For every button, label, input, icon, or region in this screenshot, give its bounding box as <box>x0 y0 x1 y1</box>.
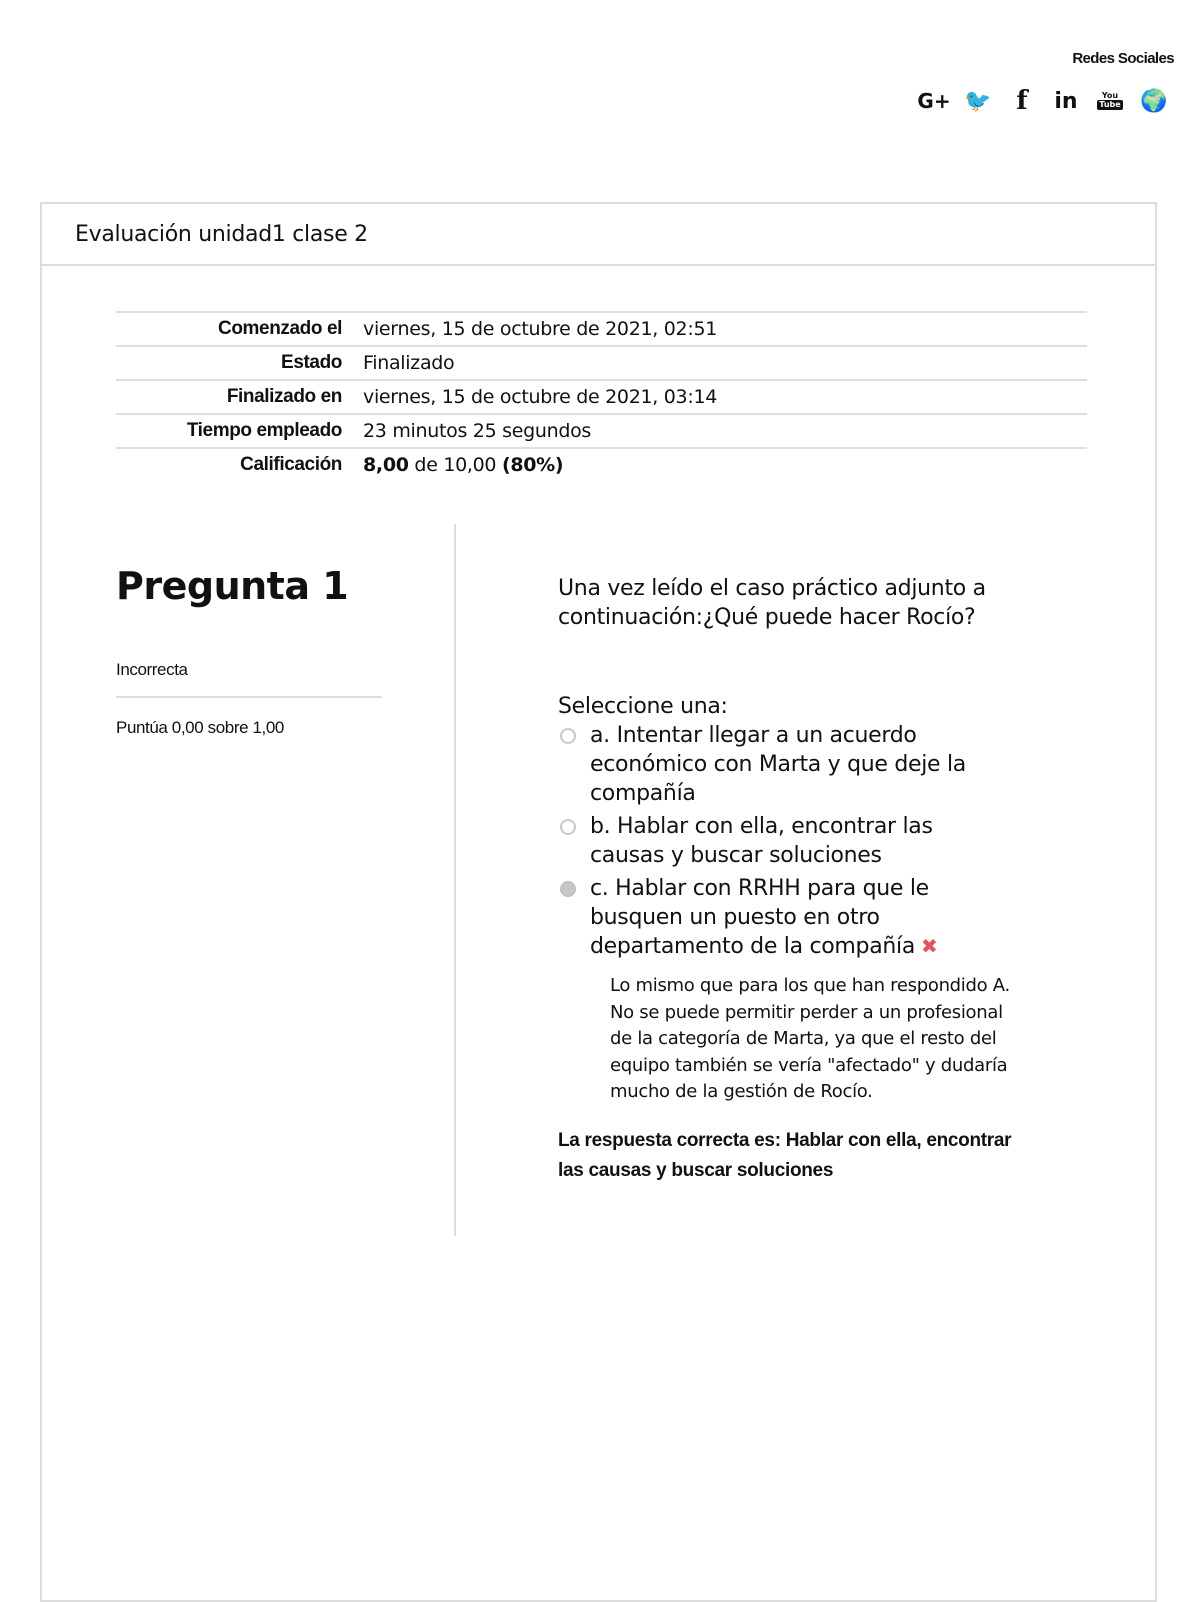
linkedin-icon[interactable]: in <box>1054 88 1078 114</box>
question-grade: Puntúa 0,00 sobre 1,00 <box>116 718 284 737</box>
grade-percent: (80%) <box>501 454 564 476</box>
attempt-summary-table <box>116 311 1087 481</box>
globe-icon[interactable]: 🌍 <box>1140 88 1168 114</box>
radio-button-selected[interactable] <box>560 881 576 897</box>
summary-label: Calificación <box>240 454 342 475</box>
answer-option-a[interactable] <box>558 721 1038 808</box>
summary-row-started <box>116 313 1087 347</box>
grade-out-of: de 10,00 <box>408 454 502 476</box>
quiz-review-card <box>40 202 1157 1602</box>
answer-prompt: Seleccione una: <box>558 694 728 719</box>
answer-option-b[interactable] <box>558 812 1038 870</box>
answer-label-wrap <box>590 874 1010 961</box>
social-title: Redes Sociales <box>1072 50 1174 67</box>
incorrect-icon: ✖ <box>921 934 938 958</box>
answer-label: c. Hablar con RRHH para que le busquen un puesto en otro departamento de la compañía <box>590 876 929 959</box>
facebook-icon[interactable]: f <box>1016 86 1028 116</box>
radio-button[interactable] <box>560 728 576 744</box>
summary-value: viernes, 15 de octubre de 2021, 03:14 <box>363 386 718 408</box>
summary-label: Tiempo empleado <box>186 420 342 441</box>
summary-value <box>342 454 563 476</box>
summary-row-state <box>116 347 1087 381</box>
summary-value: viernes, 15 de octubre de 2021, 02:51 <box>363 318 718 340</box>
summary-row-finished <box>116 381 1087 415</box>
question-info <box>116 556 382 738</box>
grade-score: 8,00 <box>363 454 409 476</box>
summary-row-grade <box>116 449 1087 481</box>
summary-label: Comenzado el <box>218 318 342 339</box>
summary-value: 23 minutos 25 segundos <box>363 420 592 442</box>
question-text: Una vez leído el caso práctico adjunto a continuación:¿Qué puede hacer Rocío? <box>558 576 986 630</box>
question-content <box>558 574 1038 1186</box>
answer-label: b. Hablar con ella, encontrar las causas y buscar soluciones <box>590 814 933 868</box>
youtube-icon-bottom: Tube <box>1099 100 1121 109</box>
answer-feedback: Lo mismo que para los que han respondido A. No se puede permitir perder a un profesional de la categoría de Marta, ya que el resto del equipo también se vería "afectado" y dudaría mucho de la gestión de Rocío. <box>610 975 1010 1102</box>
quiz-title: Evaluación unidad1 clase 2 <box>42 204 1155 266</box>
question-divider <box>454 524 456 1236</box>
youtube-icon[interactable] <box>1088 86 1132 116</box>
summary-value: Finalizado <box>363 352 455 374</box>
social-icons-bar <box>912 86 1176 116</box>
summary-row-time <box>116 415 1087 449</box>
youtube-icon-top: You <box>1101 91 1119 100</box>
answer-label: a. Intentar llegar a un acuerdo económico con Marta y que deje la compañía <box>590 723 966 806</box>
summary-label: Finalizado en <box>226 386 342 407</box>
question-state: Incorrecta <box>116 660 382 698</box>
twitter-icon[interactable]: 🐦 <box>964 88 992 114</box>
radio-button[interactable] <box>560 819 576 835</box>
answer-option-c[interactable] <box>558 874 1038 961</box>
question-number: Pregunta 1 <box>116 564 349 608</box>
answer-list <box>558 721 1038 961</box>
google-plus-icon[interactable]: G+ <box>917 89 951 113</box>
correct-answer: La respuesta correcta es: Hablar con ella, encontrar las causas y buscar soluciones <box>558 1129 1012 1181</box>
summary-label: Estado <box>281 352 342 373</box>
